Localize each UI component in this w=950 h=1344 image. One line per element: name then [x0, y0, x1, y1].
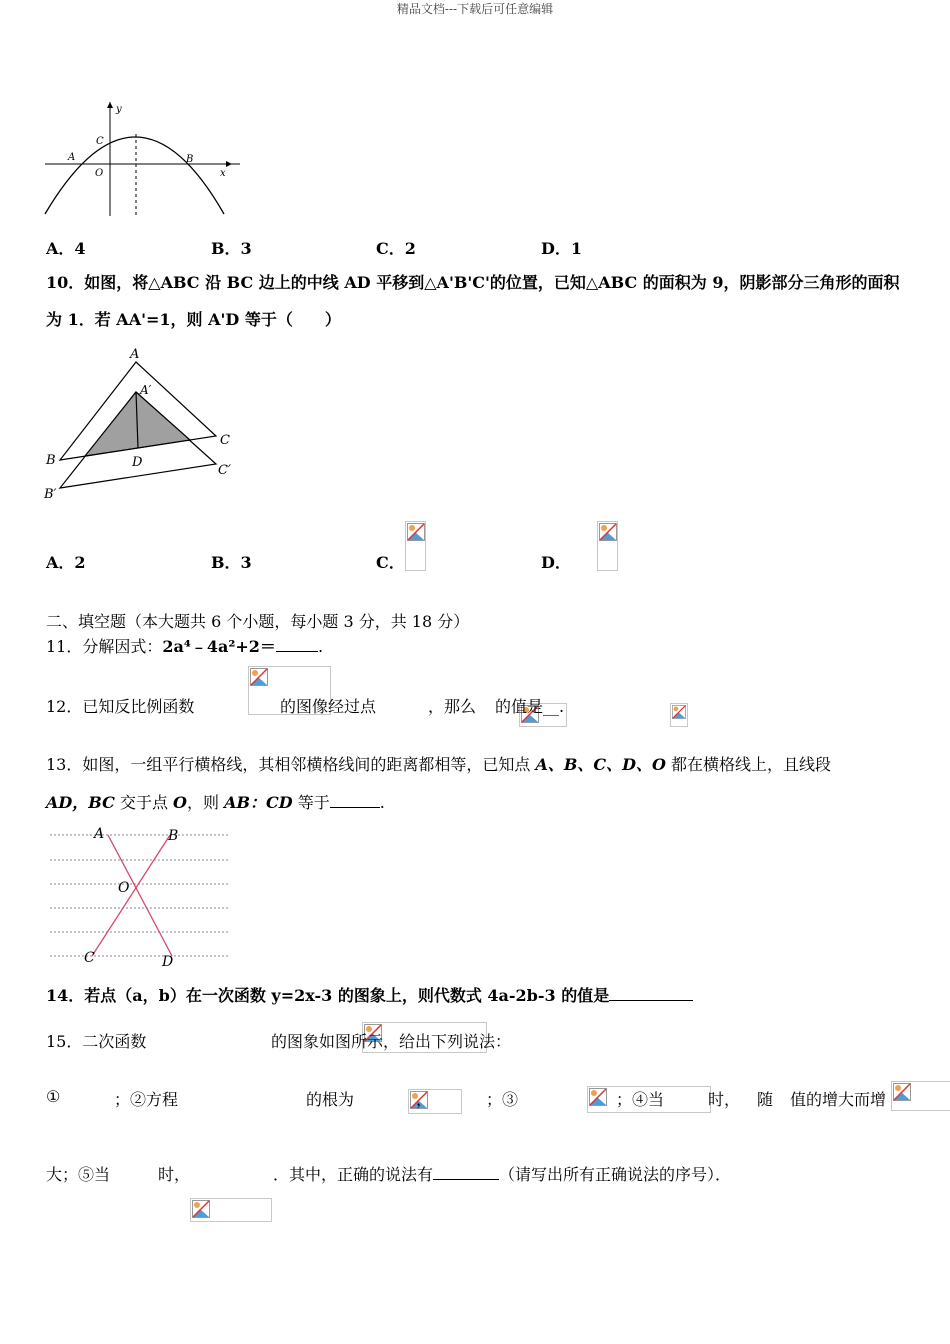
q15-l2-1: ①: [46, 1087, 61, 1106]
q12: [46, 664, 194, 714]
label-cp: C′: [218, 463, 231, 478]
q15-l3-2: 时，: [158, 1165, 191, 1184]
q11-expression: 2a⁴﹣4a²+2＝: [162, 637, 276, 656]
label-o: O: [118, 880, 130, 896]
q13-blank[interactable]: [330, 807, 380, 808]
label-ap: A′: [140, 383, 152, 397]
label-a: A: [94, 826, 105, 842]
label-x: x: [220, 168, 226, 179]
label-d: D: [162, 954, 174, 970]
parabola-figure: [40, 100, 240, 220]
q12-mid: 的图像经过点: [280, 697, 377, 716]
q13-segments: AD，BC: [46, 793, 115, 812]
q15-l3-4: （请写出所有正确说法的序号）．: [499, 1165, 732, 1184]
q15-l3-3-text: ．其中，正确的说法有: [273, 1165, 434, 1184]
q13-line1-suffix: 都在横格线上，且线段: [665, 755, 832, 774]
q13-then: ，则: [186, 793, 225, 812]
q11-blank[interactable]: [276, 651, 318, 652]
label-b: B: [46, 453, 56, 468]
triangle-figure: [40, 342, 240, 502]
q15-l2-5: ；③: [486, 1090, 519, 1109]
broken-image-icon: [250, 668, 268, 686]
section-2-heading: 二、填空题（本大题共 6 个小题，每小题 3 分，共 18 分）: [46, 612, 470, 631]
q15-l2-7: 时，: [708, 1090, 741, 1109]
q13-mid: 交于点: [114, 793, 174, 812]
q15-prefix: 15．二次函数: [46, 1032, 147, 1051]
q15-blank[interactable]: [433, 1179, 499, 1180]
q9-option-a[interactable]: A．4: [46, 239, 86, 258]
q15-root1-image: [891, 1081, 950, 1111]
q15-l2-3: 的根为: [306, 1090, 355, 1109]
q9-option-d[interactable]: D．1: [541, 239, 583, 258]
label-c: C: [96, 136, 104, 147]
q13-line2: [46, 790, 385, 813]
q13-line1-prefix: 13．如图，一组平行横格线，其相邻横格线间的距离都相等，已知点: [46, 755, 536, 774]
label-bp: B′: [44, 487, 57, 502]
q12-var-image: [670, 703, 688, 727]
q11: [46, 634, 323, 657]
q14-blank[interactable]: [609, 1000, 693, 1001]
q10-option-c[interactable]: C．: [376, 553, 405, 572]
broken-image-icon: [192, 1200, 210, 1218]
label-d: D: [132, 455, 143, 470]
q14: [46, 983, 693, 1006]
label-y: y: [116, 104, 122, 115]
q10-line1: 10．如图，将△ABC 沿 BC 边上的中线 AD 平移到△A'B'C'的位置，已知△ABC 的面积为 9，阴影部分三角形的面积: [46, 273, 900, 292]
q10-line2: 为 1．若 AA'=1，则 A'D 等于（ ）: [46, 310, 341, 329]
q11-end: .: [317, 637, 324, 656]
q15-l3-3: [273, 1162, 731, 1185]
label-o: O: [95, 168, 104, 179]
label-b: B: [168, 828, 179, 844]
parabola-curve: [45, 137, 224, 214]
q11-prefix: 11．分解因式：: [46, 637, 163, 656]
q15-l2-9: 值的增大而增: [790, 1090, 887, 1109]
label-a: A: [130, 347, 140, 362]
label-a: A: [68, 152, 76, 163]
broken-image-icon: [407, 523, 425, 541]
broken-image-icon: [599, 523, 617, 541]
broken-image-icon: [893, 1083, 911, 1101]
q15-l2-2: ；②方程: [114, 1090, 179, 1109]
label-c: C: [220, 433, 230, 448]
segment-bc: [92, 835, 170, 956]
q14-text: 14．若点（a，b）在一次函数 y=2x-3 的图象上，则代数式 4a-2b-3 的值是: [46, 986, 610, 1005]
q10-option-c-image: [405, 521, 426, 571]
q13-line1: [46, 752, 831, 775]
q15-suffix: 的图象如图所示，给出下列说法：: [271, 1032, 512, 1051]
q12-prefix: 12．已知反比例函数: [46, 697, 195, 716]
q13-dot: .: [379, 793, 385, 812]
q15-l3-1: 大；⑤当: [46, 1165, 111, 1184]
q13-points: A、B、C、D、O: [535, 755, 666, 774]
q12-mid2: ，那么: [428, 697, 477, 716]
page-header: 精品文档---下载后可任意编辑: [396, 2, 554, 16]
broken-image-icon: [672, 705, 686, 719]
q13-ratio: AB：CD: [224, 793, 293, 812]
parallel-lines-figure: [46, 822, 236, 972]
q15-l2-8: 随: [757, 1090, 774, 1109]
q10-option-d-image: [597, 521, 618, 571]
q12-end: 的值是__.: [495, 697, 565, 716]
label-b: B: [186, 154, 194, 165]
q13-end: 等于: [292, 793, 330, 812]
q10-option-d[interactable]: D．: [541, 553, 571, 572]
label-c: C: [84, 950, 95, 966]
q15-statement5-image: [190, 1198, 272, 1222]
q9-option-c[interactable]: C．2: [376, 239, 416, 258]
q10-option-a[interactable]: A．2: [46, 553, 86, 572]
q9-option-b[interactable]: B．3: [211, 239, 252, 258]
q13-point-o: O: [173, 793, 187, 812]
q15-l2-4: ，: [416, 1090, 433, 1109]
q10-option-b[interactable]: B．3: [211, 553, 252, 572]
q15-l2-6: ；④当: [616, 1090, 665, 1109]
broken-image-icon: [589, 1088, 607, 1106]
